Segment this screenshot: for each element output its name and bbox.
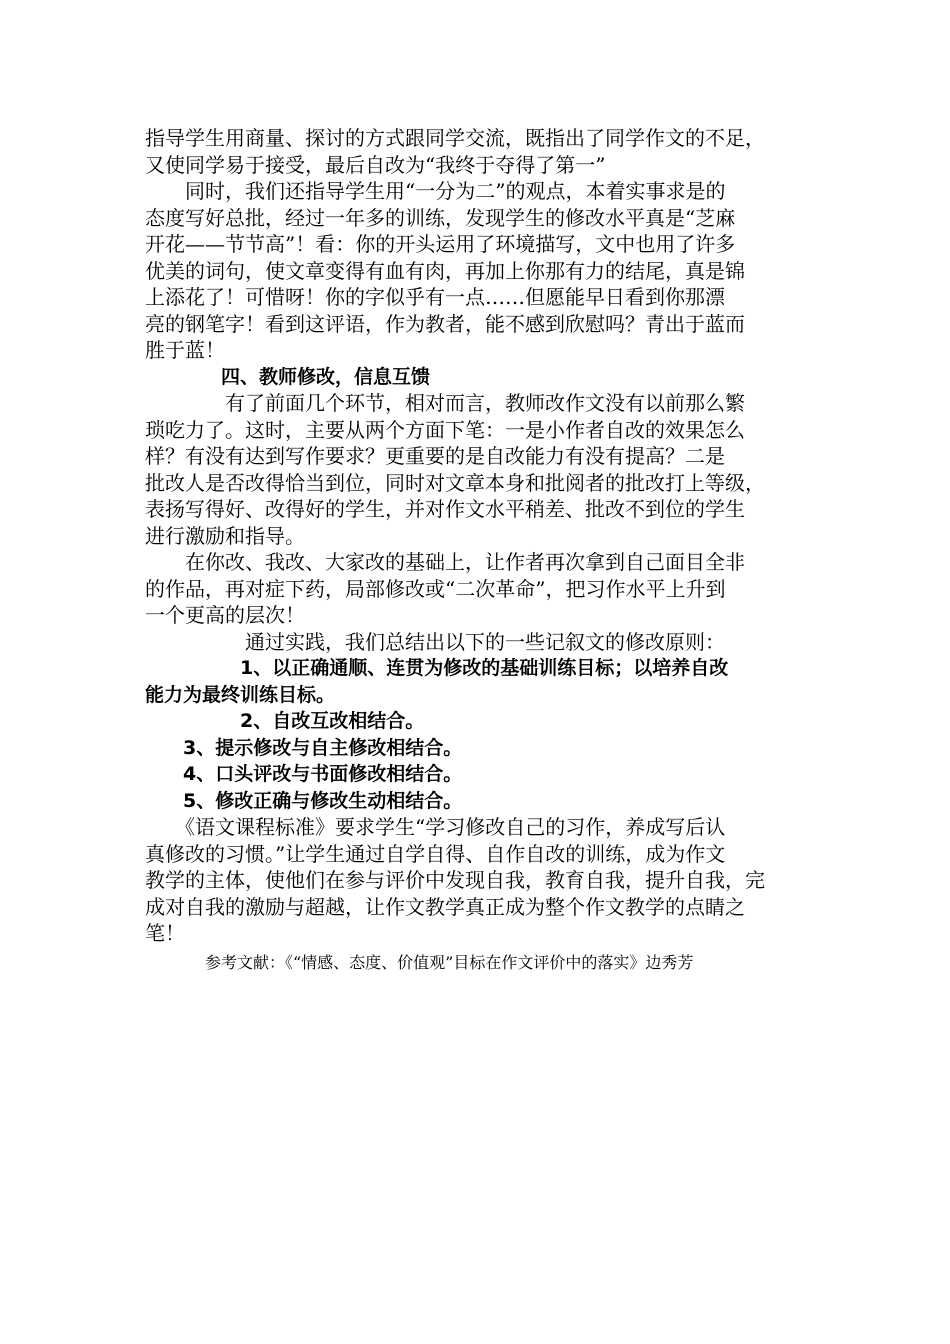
text-line: 有了前面几个环节，相对而言，教师改作文没有以前那么繁 bbox=[145, 391, 745, 415]
principle-item: 2、自改互改相结合。 bbox=[145, 710, 425, 732]
text-line: 态度写好总批，经过一年多的训练，发现学生的修改水平真是“芝麻 bbox=[145, 205, 736, 230]
text-line: 《语文课程标准》要求学生“学习修改自己的习作，养成写后认 bbox=[145, 815, 726, 839]
body-text bbox=[145, 125, 825, 947]
text-line: 亮的钢笔字！看到这评语，作为教者，能不感到欣慰吗？青出于蓝而 bbox=[145, 311, 745, 336]
text-line: 同时，我们还指导学生用“一分为二”的观点，本着实事求是的 bbox=[145, 179, 726, 203]
principle-item: 4、口头评改与书面修改相结合。 bbox=[145, 763, 463, 785]
text-line: 开花——节节高”！看：你的开头运用了环境描写，文中也用了许多 bbox=[145, 232, 736, 256]
text-line: 教学的主体，使他们在参与评价中发现自我，教育自我，提升自我，完 bbox=[145, 868, 765, 892]
text-line: 一个更高的层次！ bbox=[145, 603, 305, 627]
text-line: 在你改、我改、大家改的基础上，让作者再次拿到自己面目全非 bbox=[145, 550, 745, 574]
text-line: 又使同学易于接受，最后自改为“我终于夺得了第一” bbox=[145, 152, 606, 177]
principle-item: 3、提示修改与自主修改相结合。 bbox=[145, 736, 463, 759]
text-line: 的作品，再对症下药，局部修改或“二次革命”，把习作水平上升到 bbox=[145, 576, 726, 601]
text-line: 胜于蓝！ bbox=[145, 338, 225, 362]
text-line: 通过实践，我们总结出以下的一些记叙文的修改原则： bbox=[145, 629, 725, 654]
text-line: 进行激励和指导。 bbox=[145, 523, 305, 548]
principle-item: 1、以正确通顺、连贯为修改的基础训练目标；以培养自改 bbox=[145, 657, 729, 679]
text-line: 成对自我的激励与超越，让作文教学真正成为整个作文教学的点睛之 bbox=[145, 894, 745, 919]
text-line: 表扬写得好、改得好的学生，并对作文水平稍差、批改不到位的学生 bbox=[145, 497, 745, 521]
principle-item: 5、修改正确与修改生动相结合。 bbox=[145, 789, 463, 812]
text-line: 批改人是否改得恰当到位，同时对文章本身和批阅者的批改打上等级， bbox=[145, 470, 765, 495]
text-line: 琐吃力了。这时，主要从两个方面下笔：一是小作者自改的效果怎么 bbox=[145, 417, 745, 442]
text-line: 优美的词句，使文章变得有血有肉，再加上你那有力的结尾，真是锦 bbox=[145, 258, 745, 283]
text-line: 上添花了！可惜呀！你的字似乎有一点……但愿能早日看到你那漂 bbox=[145, 285, 725, 309]
text-line: 样？有没有达到写作要求？更重要的是自改能力有没有提高？二是 bbox=[145, 444, 725, 468]
text-line: 指导学生用商量、探讨的方式跟同学交流，既指出了同学作文的不足， bbox=[145, 126, 765, 150]
text-line: 真修改的习惯。”让学生通过自学自得、自作自改的训练，成为作文 bbox=[145, 841, 726, 866]
principle-item: 能力为最终训练目标。 bbox=[145, 683, 336, 706]
section-heading: 四、教师修改，信息互馈 bbox=[145, 365, 431, 388]
reference-line: 参考文献：《“情感、态度、价值观”目标在作文评价中的落实》边秀芳 bbox=[205, 953, 694, 972]
text-line: 笔！ bbox=[145, 921, 185, 945]
